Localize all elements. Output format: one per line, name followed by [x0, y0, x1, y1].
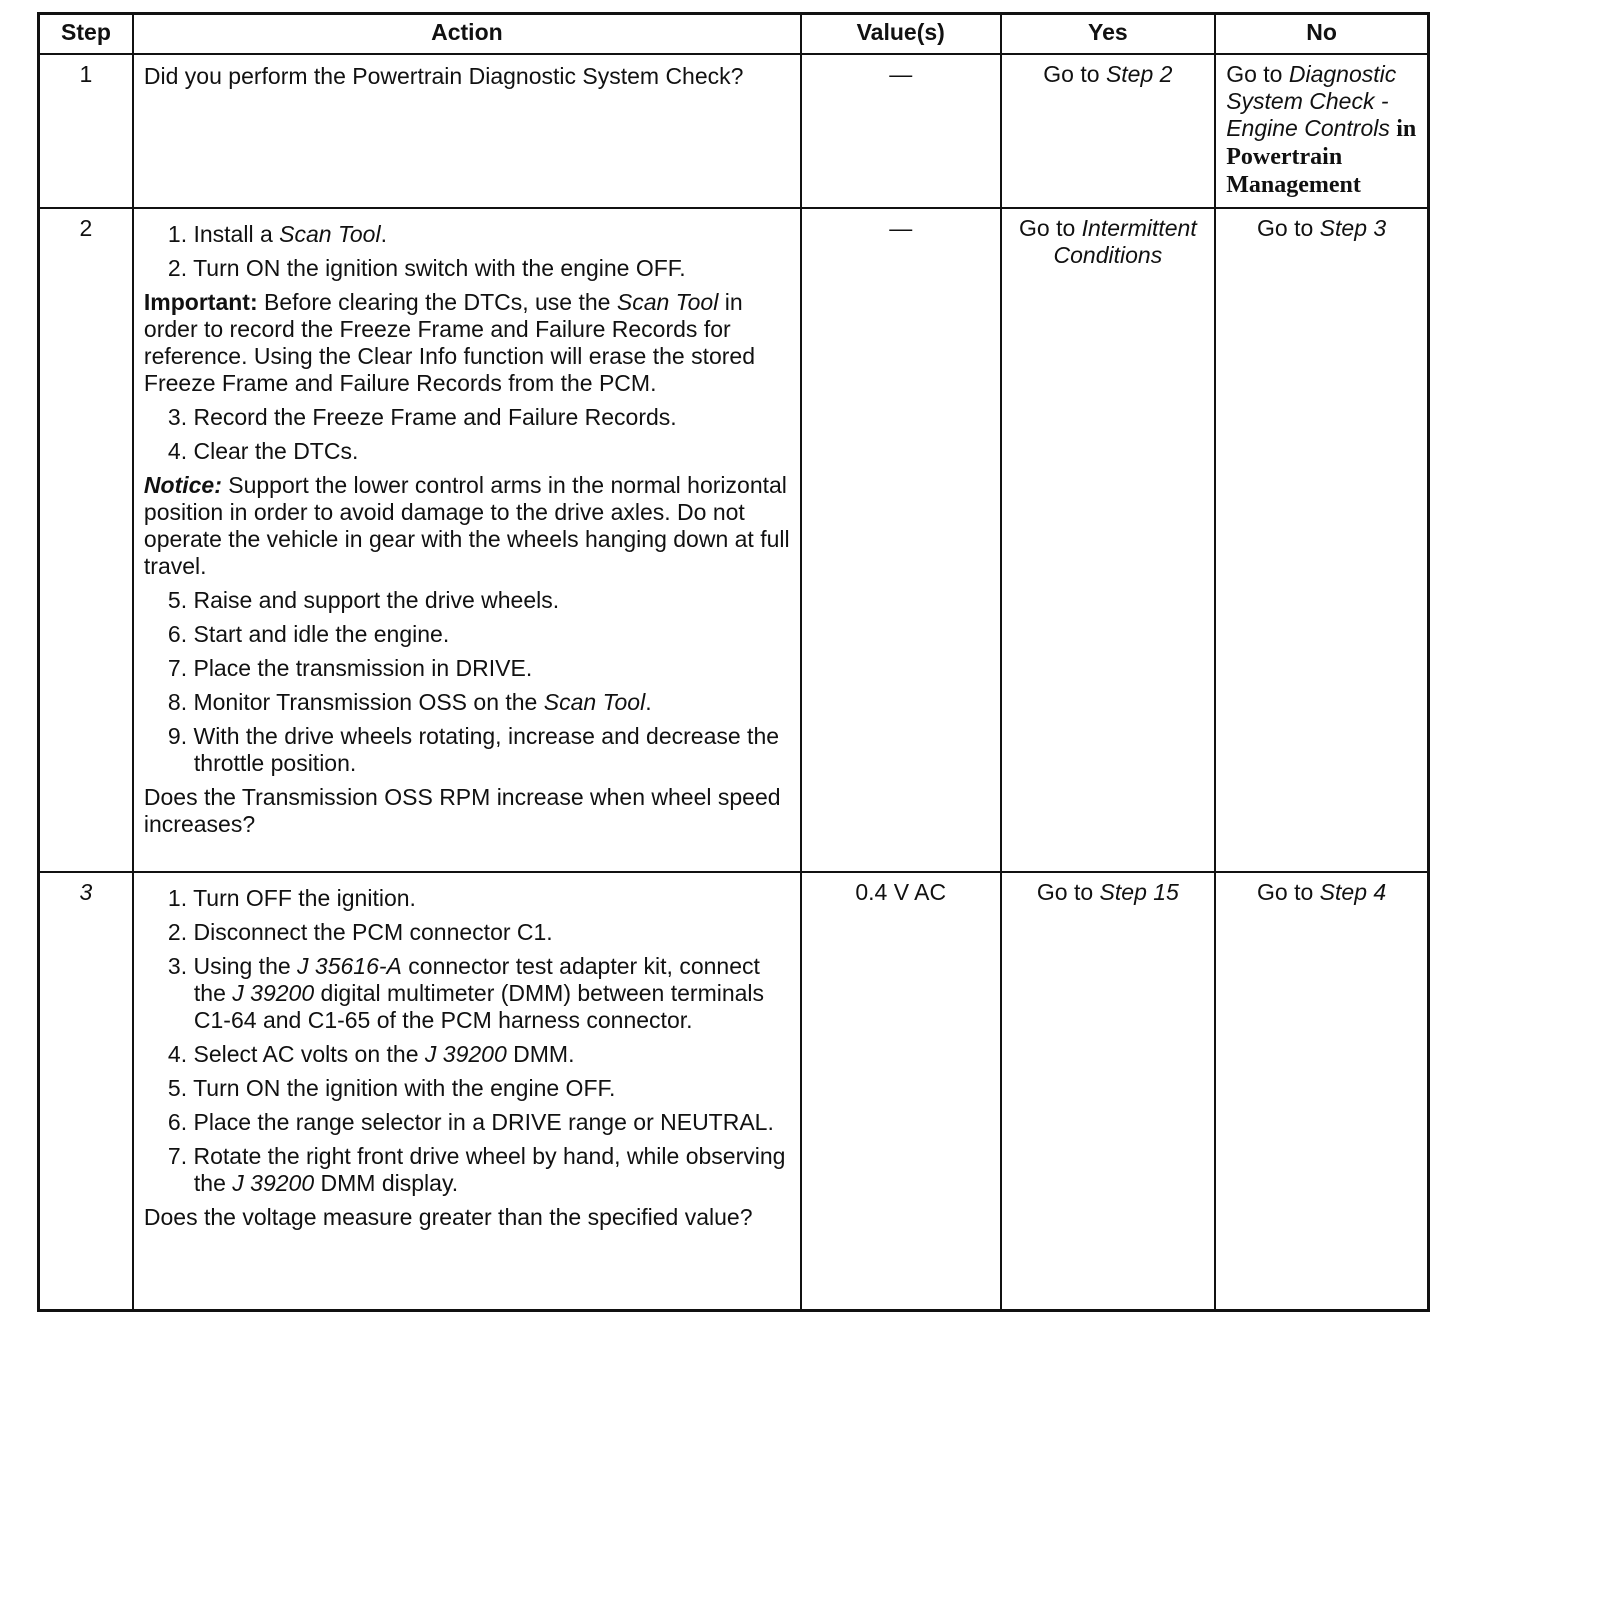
- header-row: [39, 14, 1429, 55]
- notice-note: Notice: Support the lower control arms in the normal horizontal position in order to avoid damage to the drive axles. Do not operate the vehicle in gear with the wheels hanging down at full travel.: [143, 472, 790, 579]
- list-item: 7. Place the transmission in DRIVE.: [167, 655, 533, 681]
- header-step: Step: [39, 14, 133, 55]
- important-note: Important: Before clearing the DTCs, use the Scan Tool in order to record the Freeze Frame and Failure Records for reference. Using the Clear Info function will erase the stored Freeze Frame and Failure Records from the PCM.: [143, 289, 756, 396]
- list-item: 1. Turn OFF the ignition.: [167, 885, 416, 911]
- step-number: 3: [39, 872, 133, 1311]
- action-question: Does the voltage measure greater than the specified value?: [143, 1204, 753, 1230]
- yes-cell: [1001, 208, 1216, 872]
- yes-prefix: Go to: [1019, 215, 1076, 241]
- yes-target-link[interactable]: Intermittent Conditions: [1053, 215, 1197, 268]
- list-item: 8. Monitor Transmission OSS on the Scan Tool.: [167, 689, 652, 715]
- step-number: 2: [39, 208, 133, 872]
- table-row: [39, 872, 1429, 1311]
- no-target-link[interactable]: Diagnostic System Check - Engine Controls: [1226, 61, 1397, 141]
- no-suffix: in Powertrain Management: [1226, 116, 1417, 198]
- header-yes: Yes: [1001, 14, 1216, 55]
- yes-target-link[interactable]: Step 2: [1105, 61, 1173, 87]
- list-item: 3. Record the Freeze Frame and Failure Records.: [167, 404, 677, 430]
- header-action: Action: [133, 14, 801, 55]
- list-item: 2. Disconnect the PCM connector C1.: [167, 919, 553, 945]
- yes-prefix: Go to: [1043, 61, 1100, 87]
- list-item: 5. Raise and support the drive wheels.: [167, 587, 560, 613]
- action-question: Does the Transmission OSS RPM increase when wheel speed increases?: [143, 784, 781, 837]
- action-list: [144, 885, 790, 1197]
- list-item: 4. Clear the DTCs.: [167, 438, 359, 464]
- no-prefix: Go to: [1257, 879, 1314, 905]
- action-list: [144, 404, 790, 465]
- diagnostic-table: [37, 12, 1430, 1312]
- table-row: [39, 208, 1429, 872]
- list-item: 3. Using the J 35616-A connector test adapter kit, connect the J 39200 digital multimeter (DMM) between terminals C1-64 and C1-65 of the PCM harness connector.: [167, 953, 765, 1033]
- yes-prefix: Go to: [1036, 879, 1094, 905]
- no-prefix: Go to: [1257, 215, 1314, 241]
- list-item: 9. With the drive wheels rotating, increase and decrease the throttle position.: [167, 723, 780, 776]
- value-cell: —: [801, 54, 1001, 208]
- action-cell: [133, 208, 801, 872]
- no-target-link[interactable]: Step 3: [1319, 215, 1387, 241]
- list-item: 1. Install a Scan Tool.: [167, 221, 387, 247]
- list-item: 2. Turn ON the ignition switch with the engine OFF.: [167, 255, 686, 281]
- table-row: [39, 54, 1429, 208]
- list-item: 6. Place the range selector in a DRIVE range or NEUTRAL.: [167, 1109, 774, 1135]
- no-prefix: Go to: [1226, 61, 1283, 87]
- action-list: [144, 221, 790, 282]
- yes-target-link[interactable]: Step 15: [1099, 879, 1179, 905]
- no-target-link[interactable]: Step 4: [1319, 879, 1387, 905]
- action-list: [144, 587, 790, 777]
- yes-cell: [1001, 872, 1216, 1311]
- value-cell: —: [801, 208, 1001, 872]
- step-number: 1: [39, 54, 133, 208]
- list-item: 4. Select AC volts on the J 39200 DMM.: [167, 1041, 575, 1067]
- list-item: 5. Turn ON the ignition with the engine OFF.: [167, 1075, 616, 1101]
- list-item: 6. Start and idle the engine.: [167, 621, 450, 647]
- yes-cell: [1001, 54, 1216, 208]
- no-cell: [1215, 54, 1428, 208]
- value-cell: 0.4 V AC: [801, 872, 1001, 1311]
- list-item: 7. Rotate the right front drive wheel by hand, while observing the J 39200 DMM display.: [167, 1143, 786, 1196]
- action-question: Did you perform the Powertrain Diagnostic System Check?: [143, 63, 744, 89]
- no-cell: [1215, 872, 1428, 1311]
- no-cell: [1215, 208, 1428, 872]
- header-values: Value(s): [801, 14, 1001, 55]
- header-no: No: [1215, 14, 1428, 55]
- action-cell: [133, 872, 801, 1311]
- action-cell: [133, 54, 801, 208]
